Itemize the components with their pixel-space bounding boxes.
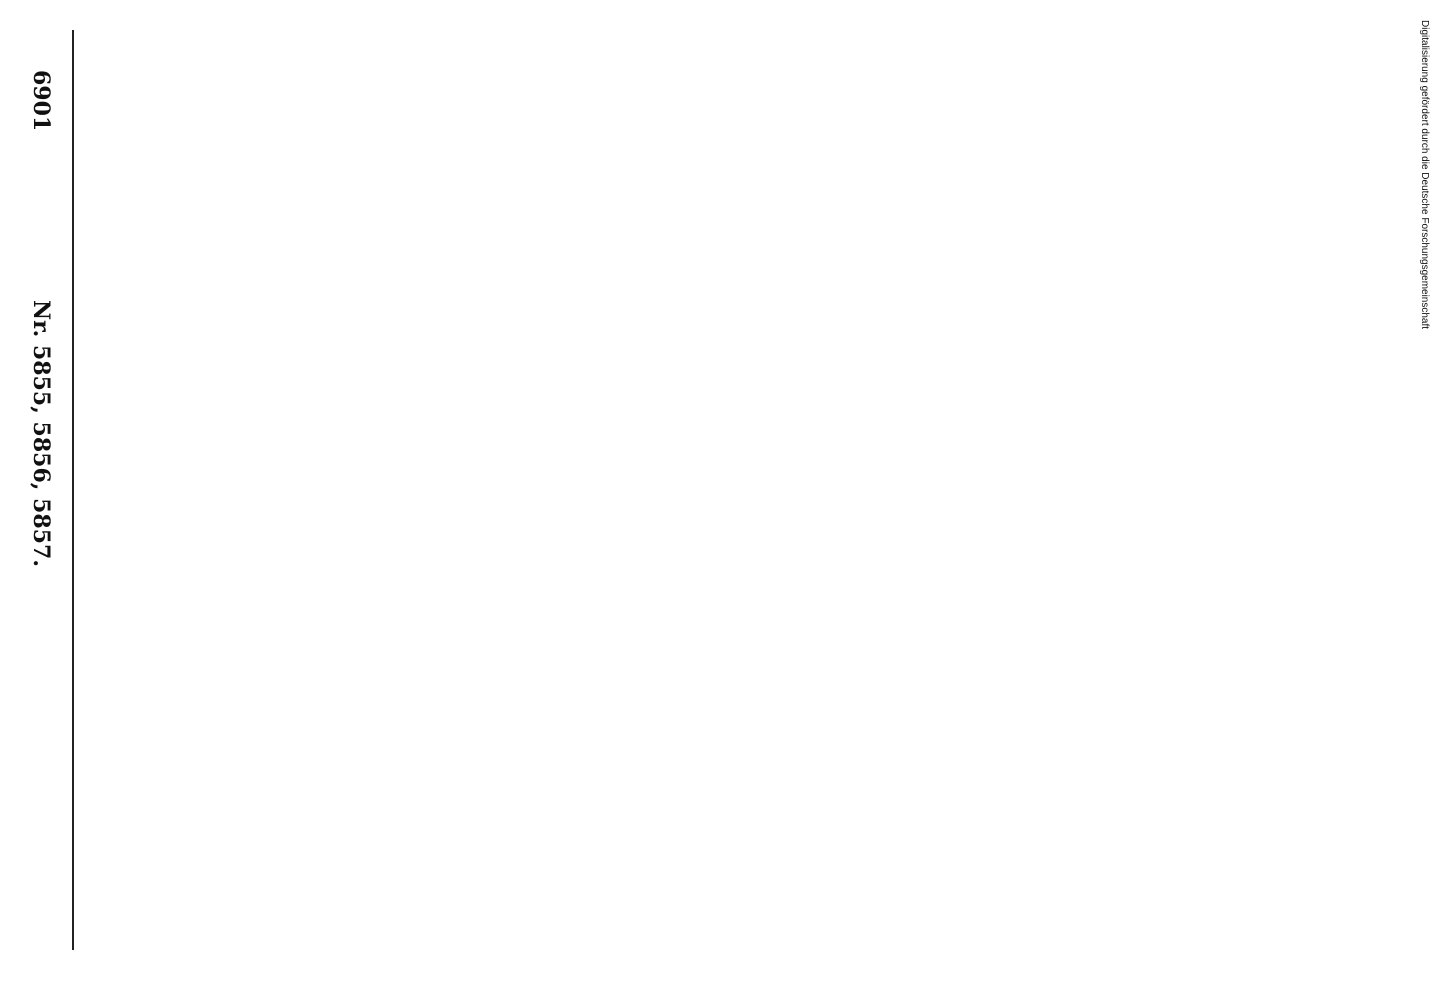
page-header: Nr. 5855, 5856, 5857. <box>28 300 54 567</box>
digitization-note: Digitalisierung gefördert durch die Deutsche Forschungsgemeinschaft <box>1419 20 1430 330</box>
rule <box>72 30 74 950</box>
page-number: 6901 <box>28 70 54 132</box>
